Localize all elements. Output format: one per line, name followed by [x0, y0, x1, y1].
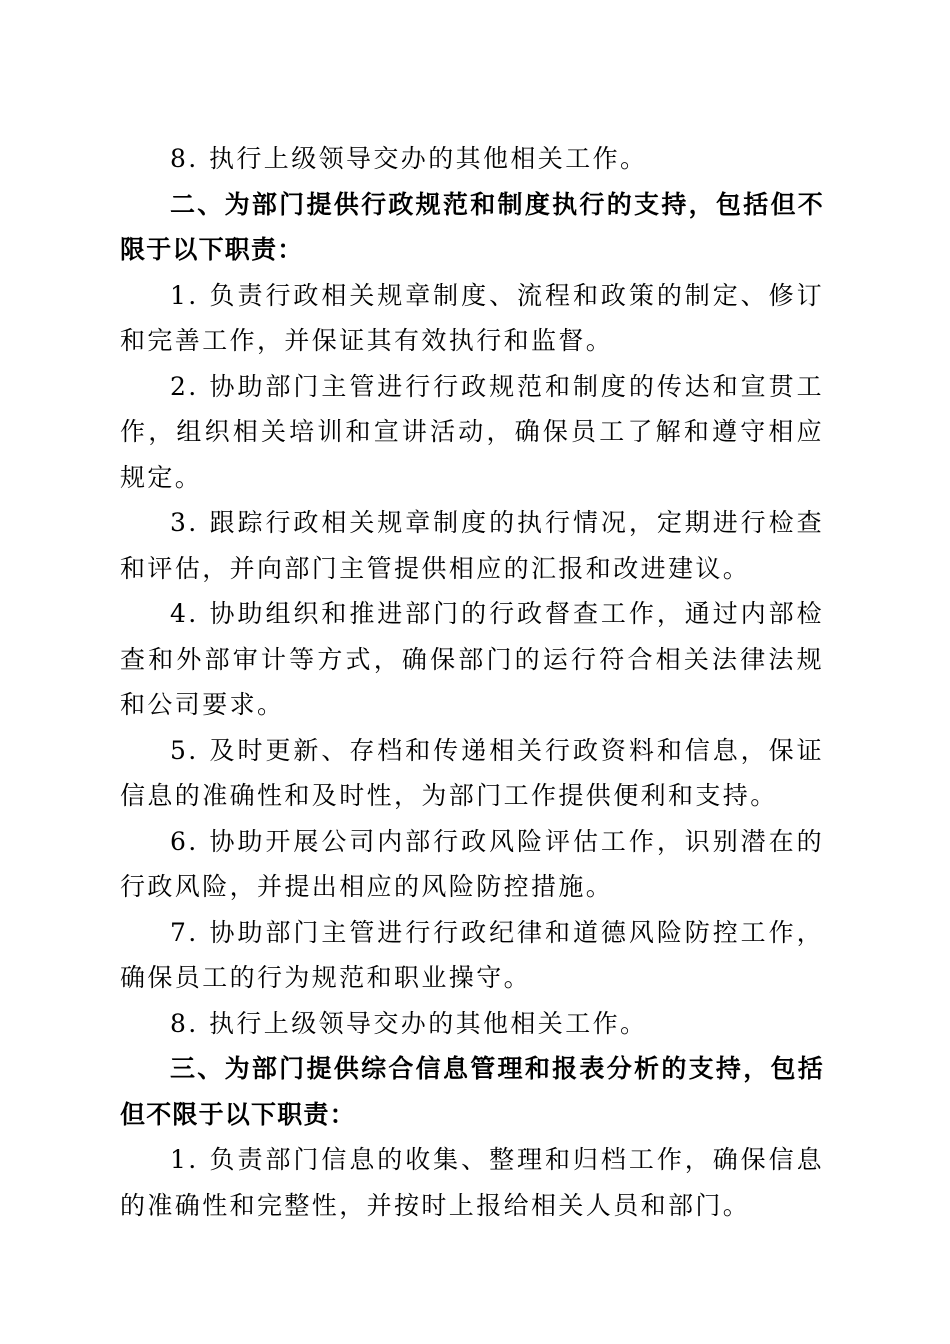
list-item: 5. 及时更新、存档和传递相关行政资料和信息，保证信息的准确性和及时性，为部门工作提供便利和支持。	[120, 735, 824, 810]
section-heading: 二、为部门提供行政规范和制度执行的支持，包括但不限于以下职责：	[120, 189, 824, 264]
section-heading: 三、为部门提供综合信息管理和报表分析的支持，包括但不限于以下职责：	[120, 1054, 824, 1129]
list-item: 7. 协助部门主管进行行政纪律和道德风险防控工作，确保员工的行为规范和职业操守。	[120, 917, 824, 992]
list-item: 8. 执行上级领导交办的其他相关工作。	[170, 1008, 648, 1038]
list-item: 3. 跟踪行政相关规章制度的执行情况，定期进行检查和评估，并向部门主管提供相应的汇报和改进建议。	[120, 508, 824, 583]
document-page	[120, 136, 824, 1228]
list-item: 1. 负责行政相关规章制度、流程和政策的制定、修订和完善工作，并保证其有效执行和监督。	[120, 280, 824, 355]
list-item: 1. 负责部门信息的收集、整理和归档工作，确保信息的准确性和完整性，并按时上报给相关人员和部门。	[120, 1145, 824, 1220]
list-item: 8. 执行上级领导交办的其他相关工作。	[170, 144, 648, 173]
list-item: 2. 协助部门主管进行行政规范和制度的传达和宣贯工作，组织相关培训和宣讲活动，确保员工了解和遵守相应规定。	[120, 371, 824, 492]
list-item: 6. 协助开展公司内部行政风险评估工作，识别潜在的行政风险，并提出相应的风险防控措施。	[120, 826, 824, 901]
list-item: 4. 协助组织和推进部门的行政督查工作，通过内部检查和外部审计等方式，确保部门的运行符合相关法律法规和公司要求。	[120, 599, 824, 719]
